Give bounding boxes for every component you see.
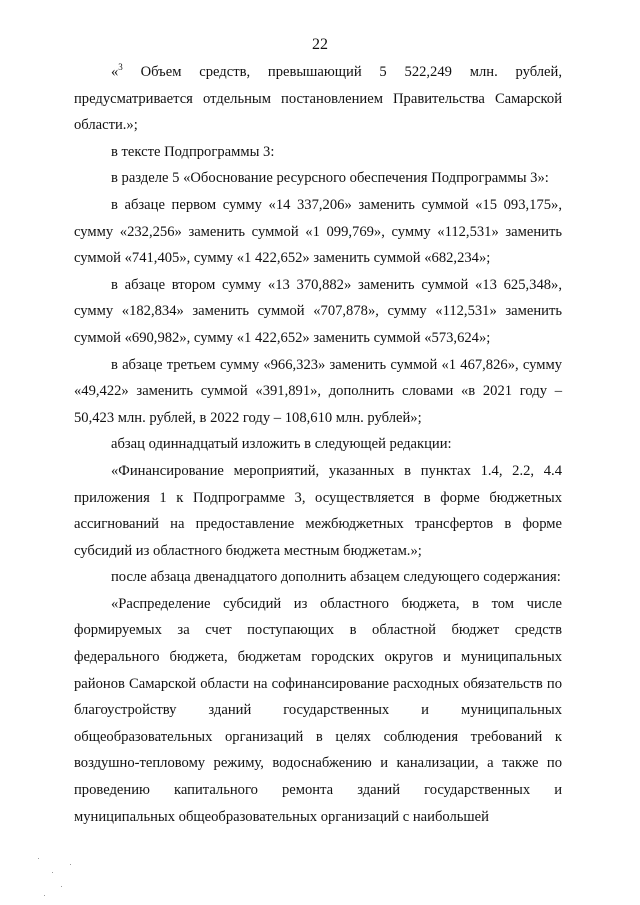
paragraph-twelfth-addition: после абзаца двенадцатого дополнить абзацем следующего содержания:	[111, 569, 561, 586]
footnote-open-quote: «	[111, 64, 119, 80]
page-number: 22	[312, 36, 328, 53]
footnote-marker: 3	[118, 62, 123, 73]
paragraph-financing-quote: «Финансирование мероприятий, указанных в пунктах 1.4, 2.2, 4.4 приложения 1 к Подпрограмме 3, осуществляется в форме бюджетных ассигнований на предоставление межбюджетных трансфертов в форме субсидий из областного бюджета местным бюджетам.»;	[74, 462, 562, 559]
scan-speck	[38, 858, 39, 859]
paragraph-footnote	[74, 59, 562, 139]
paragraph-subprogram-intro: в тексте Подпрограммы 3:	[111, 143, 275, 160]
paragraph-distribution-quote: «Распределение субсидий из областного бюджета, в том числе формируемых за счет поступающих в областной бюджет средств федерального бюджета, бюджетам городских округов и муниципальных районов Самарской области на софинансирование расходных обязательств по благоустройству зданий государственных и муниципальных общеобразовательных организаций в целях соблюдения требований к воздушно-тепловому режиму, водоснабжению и канализации, а также по проведению капитального ремонта зданий государственных и муниципальных общеобразовательных организаций с наибольшей	[74, 595, 562, 825]
scan-speck	[70, 864, 71, 865]
footnote-text: Объем средств, превышающий 5 522,249 млн. рублей, предусматривается отдельным постановлением Правительства Самарской области.»;	[74, 64, 562, 134]
scan-speck	[44, 895, 45, 896]
paragraph-eleventh-abzac-intro: абзац одиннадцатый изложить в следующей редакции:	[111, 436, 452, 453]
paragraph-second-abzac: в абзаце втором сумму «13 370,882» заменить суммой «13 625,348», сумму «182,834» заменить суммой «707,878», сумму «112,531» заменить суммой «690,982», сумму «1 422,652» заменить суммой «573,624»;	[74, 276, 562, 346]
document-body	[74, 59, 562, 830]
paragraph-section-5-heading: в разделе 5 «Обоснование ресурсного обеспечения Подпрограммы 3»:	[111, 170, 549, 187]
paragraph-first-abzac: в абзаце первом сумму «14 337,206» заменить суммой «15 093,175», сумму «232,256» заменить суммой «1 099,769», сумму «112,531» заменить суммой «741,405», сумму «1 422,652» заменить суммой «682,234»;	[74, 196, 562, 267]
paragraph-third-abzac: в абзаце третьем сумму «966,323» заменить суммой «1 467,826», сумму «49,422» заменить суммой «391,891», дополнить словами «в 2021 году – 50,423 млн. рублей, в 2022 году – 108,610 млн. рублей»;	[74, 356, 562, 426]
scan-speck	[52, 872, 53, 873]
scan-speck	[61, 886, 62, 887]
